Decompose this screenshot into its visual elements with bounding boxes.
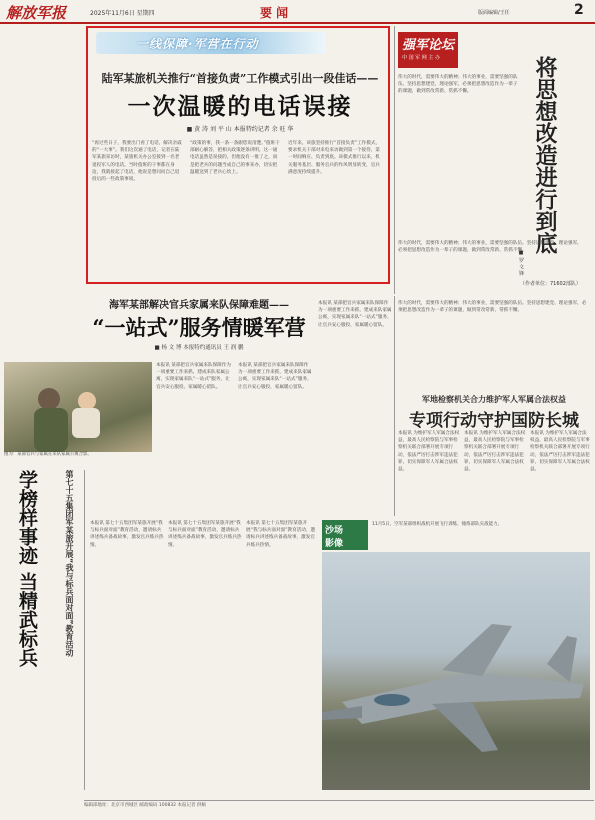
commentary-banner <box>398 32 458 68</box>
second-kicker: 海军某部解决官兵家属来队保障难题—— <box>109 300 289 311</box>
column-divider <box>394 296 395 516</box>
commentary-body-lower: 伟大的时代，需要伟大的精神；伟大的事业，需要坚强的队伍。坚持思想建党、理论强军，必须把思想改造作为一辈子的课题，做到常改常新、常抓不懈。 <box>398 301 587 314</box>
vertical-story-headline[interactable]: 学榜样事迹 当精武标兵 <box>16 470 38 667</box>
commentary-banner-title: 强军论坛 <box>402 38 455 53</box>
column-banner-text: 一线保障·军营在行动 <box>136 37 259 51</box>
issue-date: 2025年11月6日 星期四 <box>90 10 155 17</box>
lead-kicker: 陆军某旅机关推行“首接负责”工作模式引出一段佳话—— <box>101 72 379 85</box>
vertical-story-column-1: 本报讯 第七十五集团军某旅开展“我与标兵面对面”教育活动，邀请标兵讲述练兵备战故事，激发官兵练兵热情。 <box>90 521 164 548</box>
right-story-kicker: 军地检察机关合力维护军人军属合法权益 <box>422 394 566 404</box>
lead-body-column-3: 近年来，该旅坚持推行“首接负责”工作模式，要求机关干部对来电来访做到第一个接待、第一时间响应、负责到底。该模式推行以来，机关服务基层、服务官兵的作风明显转变，官兵满意度持续提升。 <box>288 141 381 175</box>
second-byline: ■ 杨 文 博 本报特约通讯员 王 润 鹏 <box>154 345 244 351</box>
lead-body-column-2: “政策的事，我一条一条跟您说清楚。”值班干部耐心解答，把相关政策逐条讲明。这一通电话虽然是误接的，但他没有一推了之，而是把老兵的问题当成自己的事来办，切实把温暖送到了老兵心坎上。 <box>190 141 280 175</box>
commentary-author: ■ 罗 文 锋 <box>518 250 524 276</box>
second-body-column-3: 本报讯 某部把官兵家属来队保障作为一项重要工作来抓，建成来队家属公寓，实现家属来队“一站式”服务，让官兵安心服役、家属暖心留队。 <box>318 301 392 328</box>
second-body-column-1: 本报讯 某部把官兵家属来队保障作为一项重要工作来抓，建成来队家属公寓，实现家属来队“一站式”服务，让官兵安心服役、家属暖心留队。 <box>156 363 231 390</box>
right-story-column-2: 本报讯 为维护军人军属合法权益，最高人民检察院与军事检察机关联合部署开展专项行动，依法严厉打击涉军违法犯罪，切实保障军人军属合法权益。 <box>464 431 526 473</box>
family-photo-caption: 图为：某部官兵与家属在来队家属公寓合影。 <box>4 452 92 457</box>
second-body-column-2: 本报讯 某部把官兵家属来队保障作为一项重要工作来抓，建成来队家属公寓，实现家属来队“一站式”服务，让官兵安心服役、家属暖心留队。 <box>238 363 312 390</box>
commentary-banner-sub: 中 国 军 网 主 办 <box>402 55 440 61</box>
page-number: 2 <box>574 2 584 18</box>
page-editor: 版面编辑/王任 <box>478 10 510 16</box>
vertical-story-column-3: 本报讯 第七十五集团军某旅开展“我与标兵面对面”教育活动，邀请标兵讲述练兵备战故事，激发官兵练兵热情。 <box>246 521 316 548</box>
newspaper-logo: 解放军报 <box>6 4 67 22</box>
fighter-jet-illustration <box>322 552 590 790</box>
lead-body-column-1: “再过些日子，我要出门看了电话，解决亲戚的“一大事”。我们这次通了电话，记者在陆军某旅采访时，某旅机关办公室接到一名老退役军人的电话。当时值班的干事都在身边，我就接起了电话，他说是想问问自己退役后的一些政策事项。 <box>92 141 182 183</box>
second-headline[interactable]: “一站式”服务情暖军营 <box>92 315 306 340</box>
right-story-column-1: 本报讯 为维护军人军属合法权益，最高人民检察院与军事检察机关联合部署开展专项行动，依法严厉打击涉军违法犯罪，切实保障军人军属合法权益。 <box>398 431 460 473</box>
footer-note: 编辑部地址：北京市西城区 邮政编码 100832 本报记者 供稿 <box>84 803 206 808</box>
right-story-title[interactable]: 专项行动守护国防长城 <box>409 411 579 431</box>
photo-feature-banner <box>322 520 368 550</box>
family-photo <box>4 362 152 452</box>
commentary-body-cont: 伟大的时代，需要伟大的精神；伟大的事业，需要坚强的队伍。坚持思想建党、理论强军，必须把思想改造作为一辈子的课题，做到常改常新、常抓不懈。 <box>398 241 582 254</box>
vertical-story <box>12 470 88 780</box>
footer-rule <box>84 800 594 801</box>
lead-byline: ■ 黄 涛 刘 平 山 本报特约记者 余 旺 华 <box>186 126 294 133</box>
lead-headline[interactable]: 一次温暖的电话误接 <box>127 93 353 120</box>
commentary-title[interactable]: 将思想改造进行到底 <box>532 56 558 254</box>
photo-banner-line-2: 影像 <box>325 539 344 549</box>
masthead <box>0 0 595 24</box>
fighter-jet-photo <box>322 552 590 790</box>
commentary-body: 伟大的时代，需要伟大的精神；伟大的事业，需要坚强的队伍。坚持思想建党、理论强军，必须把思想改造作为一辈子的课题，做到常改常新、常抓不懈。 <box>398 75 518 95</box>
jet-photo-caption: 11月5日，空军某部组织战机开展飞行训练，锤炼部队实战能力。 <box>372 522 503 527</box>
section-title: 要 闻 <box>260 6 289 20</box>
column-banner <box>96 32 326 54</box>
right-story-column-3: 本报讯 为维护军人军属合法权益，最高人民检察院与军事检察机关联合部署开展专项行动，依法严厉打击涉军违法犯罪，切实保障军人军属合法权益。 <box>530 431 590 473</box>
commentary-source: （作者单位：71602部队） <box>520 281 581 287</box>
vertical-story-column-2: 本报讯 第七十五集团军某旅开展“我与标兵面对面”教育活动，邀请标兵讲述练兵备战故事，激发官兵练兵热情。 <box>168 521 242 548</box>
vertical-story-kicker: 第七十五集团军某旅开展“我与标兵面对面”教育活动 <box>65 470 74 657</box>
photo-banner-line-1: 沙场 <box>325 526 344 536</box>
